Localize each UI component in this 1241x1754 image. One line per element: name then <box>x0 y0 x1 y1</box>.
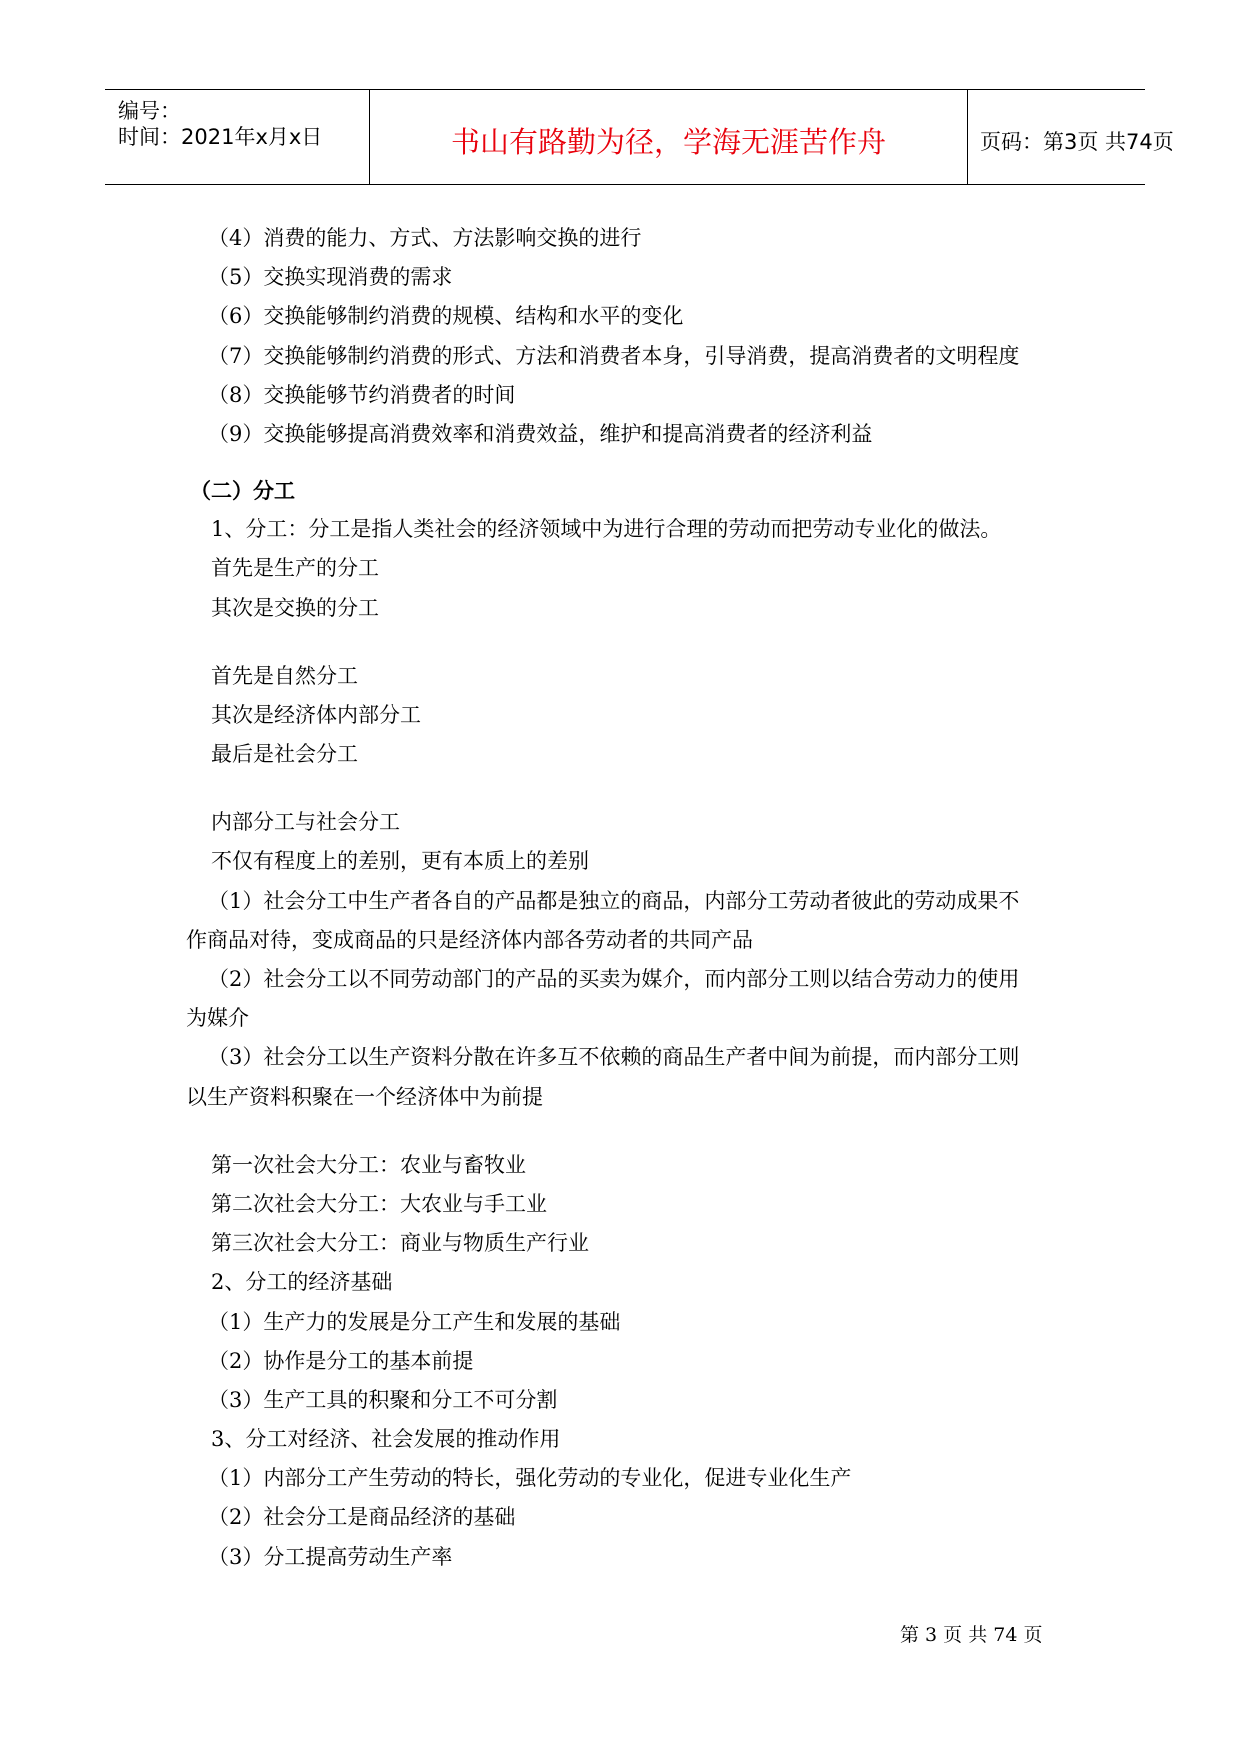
text-line: 以生产资料积聚在一个经济体中为前提 <box>186 1084 543 1109</box>
text-line: （3）社会分工以生产资料分散在许多互不依赖的商品生产者中间为前提，而内部分工则 <box>208 1045 1020 1070</box>
text-line: （3）生产工具的积聚和分工不可分割 <box>208 1387 558 1412</box>
text-line: 第三次社会大分工：商业与物质生产行业 <box>211 1231 589 1256</box>
text-line: 不仅有程度上的差别，更有本质上的差别 <box>211 849 589 874</box>
text-line: （3）分工提高劳动生产率 <box>208 1544 453 1569</box>
text-line: 首先是自然分工 <box>211 663 358 688</box>
text-line: 其次是经济体内部分工 <box>211 702 421 727</box>
text-line: 首先是生产的分工 <box>211 556 379 581</box>
paragraph-spacer <box>190 774 1060 803</box>
text-line: 1、分工：分工是指人类社会的经济领域中为进行合理的劳动而把劳动专业化的做法。 <box>211 517 1002 542</box>
text-line: （2）社会分工是商品经济的基础 <box>208 1505 516 1530</box>
time-label: 时间：2021年x月x日 <box>118 125 323 149</box>
text-line: 内部分工与社会分工 <box>211 810 400 835</box>
text-line: 其次是交换的分工 <box>211 595 379 620</box>
text-line: （9）交换能够提高消费效率和消费效益，维护和提高消费者的经济利益 <box>208 421 873 446</box>
text-line: （2）社会分工以不同劳动部门的产品的买卖为媒介，而内部分工则以结合劳动力的使用 <box>208 967 1020 991</box>
section-heading: （二）分工 <box>190 479 295 504</box>
text-line: （2）协作是分工的基本前提 <box>208 1348 474 1373</box>
header-page-info: 页码：第3页 共74页 <box>980 130 1174 154</box>
page-footer: 第 3 页 共 74 页 <box>900 1624 1043 1646</box>
header-right-cell <box>968 90 1174 184</box>
text-line: （5）交换实现消费的需求 <box>208 265 453 290</box>
paragraph-spacer <box>190 628 1060 657</box>
header-center-cell <box>370 90 968 184</box>
text-line: 2、分工的经济基础 <box>211 1270 393 1295</box>
text-line: （7）交换能够制约消费的形式、方法和消费者本身，引导消费，提高消费者的文明程度 <box>208 343 1020 368</box>
text-line: （8）交换能够节约消费者的时间 <box>208 382 516 407</box>
paragraph-spacer <box>190 454 1060 472</box>
header-motto: 书山有路勤为径，学海无涯苦作舟 <box>450 125 886 159</box>
text-line: （1）社会分工中生产者各自的产品都是独立的商品，内部分工劳动者彼此的劳动成果不 <box>208 888 1020 913</box>
text-line: 为媒介 <box>186 1006 249 1031</box>
number-label: 编号： <box>118 99 181 123</box>
text-line: 作商品对待，变成商品的只是经济体内部各劳动者的共同产品 <box>186 927 753 952</box>
text-line: 第一次社会大分工：农业与畜牧业 <box>211 1152 526 1177</box>
document-body <box>186 219 1060 1577</box>
text-line: 最后是社会分工 <box>211 742 358 767</box>
text-line: 3、分工对经济、社会发展的推动作用 <box>211 1427 561 1452</box>
text-line: 第二次社会大分工：大农业与手工业 <box>211 1191 547 1216</box>
text-line: （4）消费的能力、方式、方法影响交换的进行 <box>208 226 642 250</box>
document-header <box>105 89 1174 185</box>
paragraph-spacer <box>190 1117 1060 1146</box>
text-line: （6）交换能够制约消费的规模、结构和水平的变化 <box>208 304 684 329</box>
text-line: （1）生产力的发展是分工产生和发展的基础 <box>208 1309 621 1334</box>
header-left-cell <box>105 90 370 184</box>
text-line: （1）内部分工产生劳动的特长，强化劳动的专业化，促进专业化生产 <box>208 1466 852 1491</box>
